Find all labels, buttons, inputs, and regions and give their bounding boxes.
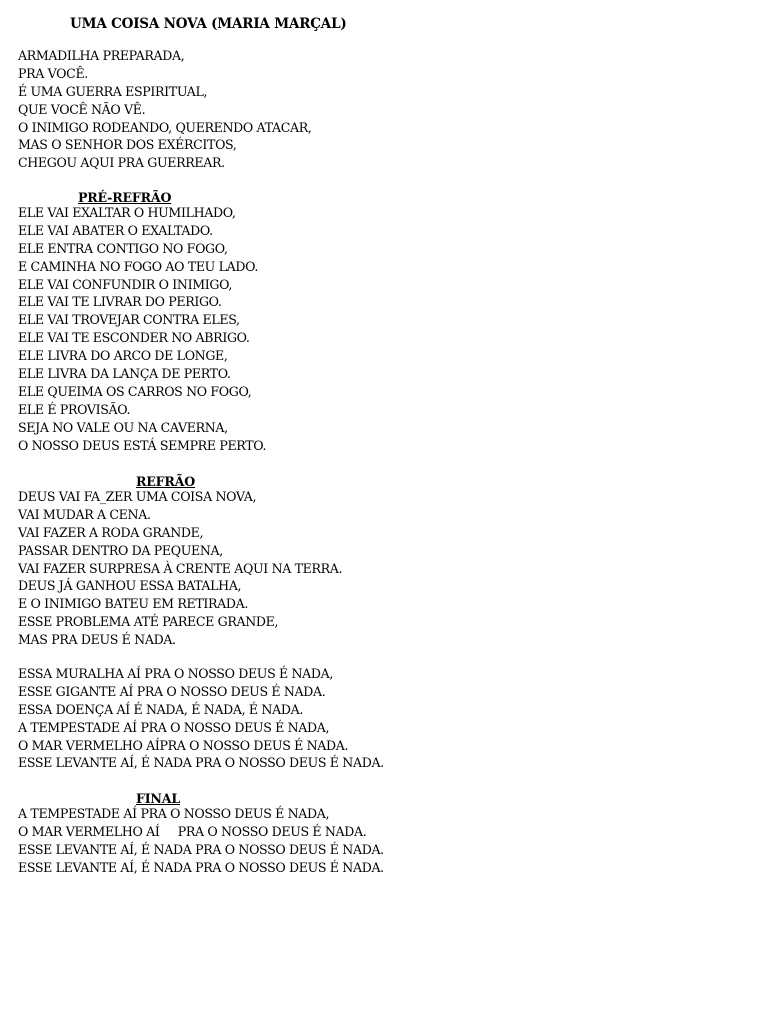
lyric-line: ESSE LEVANTE AÍ, É NADA PRA O NOSSO DEUS É NADA. — [18, 841, 384, 857]
verse-1 — [18, 47, 312, 172]
lyric-line: A TEMPESTADE AÍ PRA O NOSSO DEUS É NADA, — [18, 806, 330, 821]
lyric-line: VAI MUDAR A CENA. — [18, 506, 151, 522]
section-heading-final: FINAL — [136, 791, 180, 806]
lyric-line: ELE VAI TE ESCONDER NO ABRIGO. — [18, 330, 250, 346]
lyric-line: MAS PRA DEUS É NADA. — [18, 632, 176, 648]
lyric-line: ESSE LEVANTE AÍ, É NADA PRA O NOSSO DEUS É NADA. — [18, 859, 384, 875]
lyric-line: O NOSSO DEUS ESTÁ SEMPRE PERTO. — [18, 437, 267, 453]
section-heading-pre-refrao: PRÉ-REFRÃO — [78, 190, 172, 205]
lyric-line: ESSA MURALHA AÍ PRA O NOSSO DEUS É NADA, — [18, 666, 334, 681]
pre-chorus — [18, 204, 266, 454]
lyric-line: MAS O SENHOR DOS EXÉRCITOS, — [18, 137, 237, 153]
lyric-line: ESSE GIGANTE AÍ PRA O NOSSO DEUS É NADA. — [18, 683, 326, 699]
lyric-line: ESSE PROBLEMA ATÉ PARECE GRANDE, — [18, 614, 279, 630]
lyric-line: ELE VAI CONFUNDIR O INIMIGO, — [18, 276, 232, 292]
lyric-line: PASSAR DENTRO DA PEQUENA, — [18, 542, 223, 558]
lyric-line: ARMADILHA PREPARADA, — [18, 48, 185, 63]
song-title: UMA COISA NOVA (MARIA MARÇAL) — [70, 16, 347, 32]
lyric-line: O MAR VERMELHO AÍPRA O NOSSO DEUS É NADA. — [18, 737, 349, 753]
bridge — [18, 665, 384, 772]
lyric-line: ELE LIVRA DA LANÇA DE PERTO. — [18, 366, 231, 382]
lyric-line: CHEGOU AQUI PRA GUERREAR. — [18, 155, 225, 171]
lyric-line: ESSA DOENÇA AÍ É NADA, É NADA, É NADA. — [18, 701, 303, 717]
lyric-line: DEUS JÁ GANHOU ESSA BATALHA, — [18, 578, 242, 594]
lyric-line: DEUS VAI FA_ZER UMA COISA NOVA, — [18, 489, 257, 504]
lyric-line: O INIMIGO RODEANDO, QUERENDO ATACAR, — [18, 119, 312, 135]
lyric-line: ELE VAI EXALTAR O HUMILHADO, — [18, 205, 236, 220]
lyric-line: ESSE LEVANTE AÍ, É NADA PRA O NOSSO DEUS É NADA. — [18, 755, 384, 771]
lyric-line: ELE VAI TE LIVRAR DO PERIGO. — [18, 294, 222, 310]
lyric-line: ELE VAI ABATER O EXALTADO. — [18, 222, 213, 238]
lyric-line: ELE ENTRA CONTIGO NO FOGO, — [18, 240, 228, 256]
lyric-line: A TEMPESTADE AÍ PRA O NOSSO DEUS É NADA, — [18, 719, 330, 735]
lyric-line: QUE VOCÊ NÃO VÊ. — [18, 101, 146, 117]
lyric-line: ELE LIVRA DO ARCO DE LONGE, — [18, 348, 228, 364]
lyric-line: VAI FAZER A RODA GRANDE, — [18, 524, 204, 540]
chorus — [18, 488, 342, 649]
lyric-line: O MAR VERMELHO AÍ PRA O NOSSO DEUS É NADA. — [18, 823, 367, 839]
lyric-line: SEJA NO VALE OU NA CAVERNA, — [18, 419, 228, 435]
lyric-line: É UMA GUERRA ESPIRITUAL, — [18, 83, 208, 99]
lyric-line: E CAMINHA NO FOGO AO TEU LADO. — [18, 258, 258, 274]
final-section — [18, 805, 384, 877]
lyric-line: E O INIMIGO BATEU EM RETIRADA. — [18, 596, 249, 612]
lyric-line: VAI FAZER SURPRESA À CRENTE AQUI NA TERRA. — [18, 560, 343, 576]
section-heading-refrao: REFRÃO — [136, 474, 196, 489]
lyric-line: ELE VAI TROVEJAR CONTRA ELES, — [18, 312, 240, 328]
lyric-line: PRA VOCÊ. — [18, 65, 88, 81]
lyric-line: ELE É PROVISÃO. — [18, 401, 131, 417]
lyric-line: ELE QUEIMA OS CARROS NO FOGO, — [18, 383, 252, 399]
